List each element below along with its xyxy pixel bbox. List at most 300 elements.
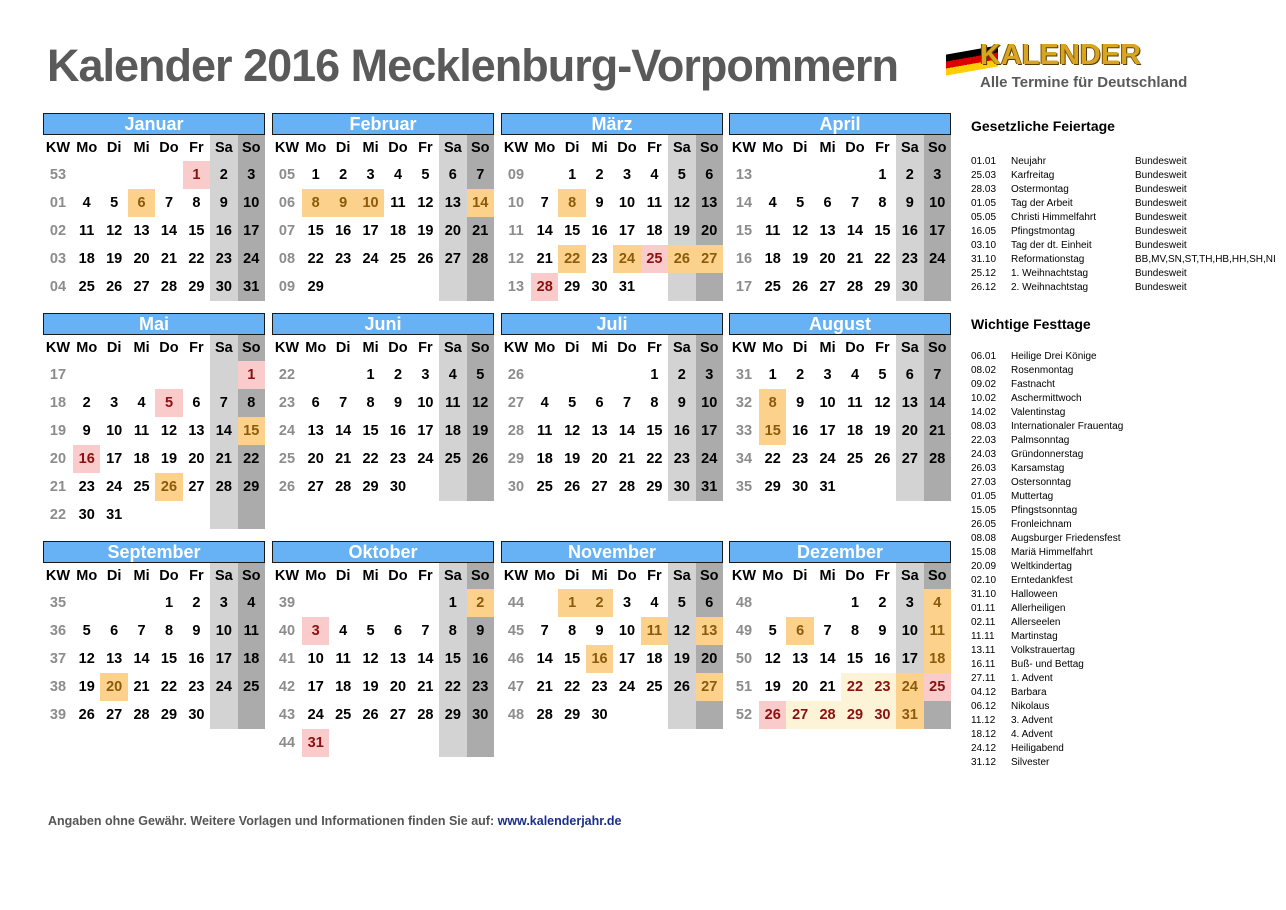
day-cell[interactable]: 7 <box>467 161 494 189</box>
day-cell[interactable]: 21 <box>417 679 434 695</box>
day-cell[interactable]: 12 <box>362 651 379 667</box>
day-cell[interactable]: 10 <box>238 189 265 217</box>
day-cell[interactable]: 27 <box>439 245 466 273</box>
day-cell[interactable]: 7 <box>540 623 549 639</box>
day-cell[interactable]: 28 <box>133 707 150 723</box>
day-cell[interactable]: 20 <box>188 451 205 467</box>
day-cell[interactable]: 16 <box>389 423 407 439</box>
day-cell[interactable]: 24 <box>417 451 434 467</box>
day-cell[interactable]: 1 <box>183 161 210 189</box>
day-cell[interactable]: 21 <box>133 679 150 695</box>
day-cell[interactable]: 14 <box>160 223 178 239</box>
day-cell[interactable]: 30 <box>896 273 923 301</box>
day-cell[interactable]: 24 <box>238 245 265 273</box>
day-cell[interactable]: 18 <box>389 223 407 239</box>
day-cell[interactable]: 1 <box>164 595 174 611</box>
day-cell[interactable]: 26 <box>564 479 581 495</box>
day-cell[interactable]: 20 <box>100 673 127 701</box>
day-cell[interactable]: 20 <box>696 645 723 673</box>
day-cell[interactable]: 24 <box>618 679 636 695</box>
day-cell[interactable]: 22 <box>439 673 466 701</box>
day-cell[interactable]: 23 <box>188 679 205 695</box>
day-cell[interactable]: 13 <box>389 651 407 667</box>
day-cell[interactable]: 9 <box>192 623 201 639</box>
day-cell[interactable]: 11 <box>133 423 150 439</box>
day-cell[interactable]: 13 <box>819 223 836 239</box>
day-cell[interactable]: 20 <box>389 679 407 695</box>
day-cell[interactable]: 3 <box>110 395 119 411</box>
day-cell[interactable]: 29 <box>764 479 781 495</box>
day-cell[interactable]: 7 <box>622 395 632 411</box>
day-cell[interactable]: 9 <box>210 189 237 217</box>
day-cell[interactable]: 16 <box>73 445 100 473</box>
day-cell[interactable]: 12 <box>792 223 809 239</box>
day-cell[interactable]: 21 <box>846 251 864 267</box>
day-cell[interactable]: 14 <box>618 423 636 439</box>
day-cell[interactable]: 5 <box>568 395 577 411</box>
day-cell[interactable]: 23 <box>668 445 695 473</box>
day-cell[interactable]: 28 <box>210 473 237 501</box>
day-cell[interactable]: 23 <box>591 679 608 695</box>
day-cell[interactable]: 28 <box>924 445 951 473</box>
day-cell[interactable]: 9 <box>329 189 356 217</box>
day-cell[interactable]: 2 <box>896 161 923 189</box>
day-cell[interactable]: 28 <box>335 479 352 495</box>
day-cell[interactable]: 12 <box>668 617 695 645</box>
day-cell[interactable]: 15 <box>846 651 864 667</box>
day-cell[interactable]: 24 <box>819 451 836 467</box>
day-cell[interactable]: 9 <box>595 195 604 211</box>
day-cell[interactable]: 23 <box>210 245 237 273</box>
day-cell[interactable]: 22 <box>362 451 379 467</box>
day-cell[interactable]: 7 <box>823 623 832 639</box>
day-cell[interactable]: 26 <box>155 473 182 501</box>
day-cell[interactable]: 31 <box>819 479 836 495</box>
day-cell[interactable]: 16 <box>210 217 237 245</box>
day-cell[interactable]: 25 <box>646 679 663 695</box>
day-cell[interactable]: 3 <box>823 367 832 383</box>
day-cell[interactable]: 19 <box>78 679 95 695</box>
day-cell[interactable]: 30 <box>210 273 237 301</box>
day-cell[interactable]: 26 <box>668 673 695 701</box>
day-cell[interactable]: 13 <box>896 389 923 417</box>
day-cell[interactable]: 15 <box>564 651 581 667</box>
day-cell[interactable]: 3 <box>302 617 329 645</box>
day-cell[interactable]: 1 <box>366 367 375 383</box>
day-cell[interactable]: 1 <box>768 367 777 383</box>
day-cell[interactable]: 19 <box>792 251 809 267</box>
day-cell[interactable]: 27 <box>389 707 407 723</box>
day-cell[interactable]: 30 <box>389 479 407 495</box>
day-cell[interactable]: 14 <box>536 651 553 667</box>
day-cell[interactable]: 11 <box>646 195 663 211</box>
day-cell[interactable]: 26 <box>759 701 786 729</box>
day-cell[interactable]: 29 <box>188 279 205 295</box>
day-cell[interactable]: 30 <box>668 473 695 501</box>
day-cell[interactable]: 17 <box>696 417 723 445</box>
day-cell[interactable]: 5 <box>467 361 494 389</box>
day-cell[interactable]: 14 <box>417 651 434 667</box>
day-cell[interactable]: 5 <box>768 623 777 639</box>
day-cell[interactable]: 26 <box>78 707 95 723</box>
day-cell[interactable]: 15 <box>439 645 466 673</box>
day-cell[interactable]: 1 <box>650 367 659 383</box>
day-cell[interactable]: 10 <box>819 395 836 411</box>
day-cell[interactable]: 13 <box>307 423 324 439</box>
day-cell[interactable]: 8 <box>439 617 466 645</box>
day-cell[interactable]: 13 <box>439 189 466 217</box>
day-cell[interactable]: 27 <box>896 445 923 473</box>
day-cell[interactable]: 11 <box>238 617 265 645</box>
day-cell[interactable]: 30 <box>467 701 494 729</box>
day-cell[interactable]: 29 <box>362 479 379 495</box>
day-cell[interactable]: 18 <box>335 679 352 695</box>
day-cell[interactable]: 5 <box>668 161 695 189</box>
day-cell[interactable]: 13 <box>696 189 723 217</box>
day-cell[interactable]: 14 <box>335 423 352 439</box>
day-cell[interactable]: 24 <box>307 707 324 723</box>
day-cell[interactable]: 7 <box>210 389 237 417</box>
day-cell[interactable]: 5 <box>155 389 182 417</box>
day-cell[interactable]: 28 <box>536 707 553 723</box>
day-cell[interactable]: 10 <box>618 195 636 211</box>
day-cell[interactable]: 22 <box>188 251 205 267</box>
day-cell[interactable]: 28 <box>467 245 494 273</box>
day-cell[interactable]: 2 <box>467 589 494 617</box>
day-cell[interactable]: 11 <box>765 223 781 239</box>
day-cell[interactable]: 11 <box>439 389 466 417</box>
day-cell[interactable]: 16 <box>467 645 494 673</box>
day-cell[interactable]: 23 <box>591 251 608 267</box>
day-cell[interactable]: 25 <box>133 479 150 495</box>
day-cell[interactable]: 1 <box>878 167 887 183</box>
day-cell[interactable]: 10 <box>924 189 951 217</box>
day-cell[interactable]: 26 <box>792 279 809 295</box>
day-cell[interactable]: 19 <box>764 679 781 695</box>
day-cell[interactable]: 15 <box>188 223 205 239</box>
day-cell[interactable]: 4 <box>650 595 659 611</box>
day-cell[interactable]: 2 <box>595 167 604 183</box>
day-cell[interactable]: 4 <box>137 395 146 411</box>
day-cell[interactable]: 15 <box>564 223 581 239</box>
day-cell[interactable]: 8 <box>366 395 375 411</box>
day-cell[interactable]: 11 <box>335 651 351 667</box>
day-cell[interactable]: 18 <box>439 417 466 445</box>
day-cell[interactable]: 12 <box>160 423 178 439</box>
day-cell[interactable]: 4 <box>650 167 659 183</box>
day-cell[interactable]: 26 <box>668 245 695 273</box>
day-cell[interactable]: 12 <box>106 223 123 239</box>
day-cell[interactable]: 17 <box>238 217 265 245</box>
day-cell[interactable]: 6 <box>192 395 201 411</box>
day-cell[interactable]: 16 <box>188 651 205 667</box>
day-cell[interactable]: 3 <box>622 595 632 611</box>
day-cell[interactable]: 15 <box>307 223 324 239</box>
day-cell[interactable]: 7 <box>540 195 549 211</box>
day-cell[interactable]: 1 <box>558 589 585 617</box>
day-cell[interactable]: 24 <box>210 673 237 701</box>
day-cell[interactable]: 5 <box>668 589 695 617</box>
day-cell[interactable]: 27 <box>307 479 324 495</box>
day-cell[interactable]: 22 <box>764 451 781 467</box>
day-cell[interactable]: 18 <box>764 251 781 267</box>
day-cell[interactable]: 7 <box>421 623 430 639</box>
day-cell[interactable]: 11 <box>537 423 553 439</box>
day-cell[interactable]: 11 <box>847 395 863 411</box>
day-cell[interactable]: 8 <box>759 389 786 417</box>
day-cell[interactable]: 28 <box>814 701 841 729</box>
day-cell[interactable]: 27 <box>133 279 150 295</box>
day-cell[interactable]: 3 <box>924 161 951 189</box>
day-cell[interactable]: 7 <box>137 623 146 639</box>
day-cell[interactable]: 17 <box>618 223 636 239</box>
day-cell[interactable]: 15 <box>646 423 663 439</box>
day-cell[interactable]: 15 <box>759 417 786 445</box>
day-cell[interactable]: 4 <box>768 195 777 211</box>
day-cell[interactable]: 31 <box>696 473 723 501</box>
day-cell[interactable]: 9 <box>393 395 403 411</box>
day-cell[interactable]: 7 <box>850 195 860 211</box>
day-cell[interactable]: 17 <box>896 645 923 673</box>
day-cell[interactable]: 14 <box>536 223 553 239</box>
day-cell[interactable]: 23 <box>335 251 352 267</box>
day-cell[interactable]: 28 <box>417 707 434 723</box>
day-cell[interactable]: 9 <box>668 389 695 417</box>
day-cell[interactable]: 25 <box>335 707 352 723</box>
day-cell[interactable]: 25 <box>439 445 466 473</box>
day-cell[interactable]: 4 <box>540 395 549 411</box>
day-cell[interactable]: 11 <box>390 195 406 211</box>
day-cell[interactable]: 10 <box>618 623 636 639</box>
day-cell[interactable]: 22 <box>558 245 585 273</box>
day-cell[interactable]: 6 <box>696 589 723 617</box>
day-cell[interactable]: 5 <box>82 623 91 639</box>
day-cell[interactable]: 20 <box>792 679 809 695</box>
day-cell[interactable]: 26 <box>467 445 494 473</box>
day-cell[interactable]: 20 <box>439 217 466 245</box>
day-cell[interactable]: 12 <box>467 389 494 417</box>
day-cell[interactable]: 8 <box>850 623 860 639</box>
day-cell[interactable]: 27 <box>188 479 205 495</box>
day-cell[interactable]: 4 <box>339 623 348 639</box>
day-cell[interactable]: 18 <box>78 251 95 267</box>
day-cell[interactable]: 14 <box>467 189 494 217</box>
day-cell[interactable]: 6 <box>439 161 466 189</box>
day-cell[interactable]: 31 <box>302 729 329 757</box>
day-cell[interactable]: 21 <box>618 451 636 467</box>
day-cell[interactable]: 25 <box>641 245 668 273</box>
day-cell[interactable]: 30 <box>792 479 809 495</box>
day-cell[interactable]: 23 <box>78 479 95 495</box>
day-cell[interactable]: 10 <box>357 189 384 217</box>
day-cell[interactable]: 6 <box>823 195 832 211</box>
day-cell[interactable]: 26 <box>874 451 891 467</box>
day-cell[interactable]: 19 <box>668 645 695 673</box>
day-cell[interactable]: 27 <box>819 279 836 295</box>
day-cell[interactable]: 20 <box>133 251 150 267</box>
day-cell[interactable]: 23 <box>467 673 494 701</box>
day-cell[interactable]: 29 <box>238 473 265 501</box>
day-cell[interactable]: 16 <box>792 423 809 439</box>
day-cell[interactable]: 8 <box>302 189 329 217</box>
day-cell[interactable]: 30 <box>188 707 205 723</box>
day-cell[interactable]: 31 <box>618 279 636 295</box>
day-cell[interactable]: 18 <box>536 451 553 467</box>
day-cell[interactable]: 17 <box>924 217 951 245</box>
day-cell[interactable]: 5 <box>110 195 119 211</box>
day-cell[interactable]: 5 <box>878 367 887 383</box>
day-cell[interactable]: 1 <box>850 595 860 611</box>
day-cell[interactable]: 2 <box>878 595 887 611</box>
day-cell[interactable]: 17 <box>362 223 379 239</box>
day-cell[interactable]: 30 <box>869 701 896 729</box>
day-cell[interactable]: 19 <box>874 423 891 439</box>
day-cell[interactable]: 16 <box>668 417 695 445</box>
day-cell[interactable]: 16 <box>591 223 608 239</box>
day-cell[interactable]: 2 <box>339 167 348 183</box>
day-cell[interactable]: 26 <box>362 707 379 723</box>
day-cell[interactable]: 4 <box>850 367 860 383</box>
day-cell[interactable]: 27 <box>696 673 723 701</box>
day-cell[interactable]: 16 <box>335 223 352 239</box>
day-cell[interactable]: 9 <box>896 189 923 217</box>
day-cell[interactable]: 3 <box>896 589 923 617</box>
day-cell[interactable]: 24 <box>362 251 379 267</box>
day-cell[interactable]: 8 <box>192 195 201 211</box>
day-cell[interactable]: 24 <box>106 479 123 495</box>
day-cell[interactable]: 28 <box>618 479 636 495</box>
day-cell[interactable]: 19 <box>106 251 123 267</box>
day-cell[interactable]: 14 <box>846 223 864 239</box>
day-cell[interactable]: 19 <box>160 451 178 467</box>
day-cell[interactable]: 23 <box>389 451 407 467</box>
day-cell[interactable]: 1 <box>311 167 320 183</box>
day-cell[interactable]: 27 <box>786 701 813 729</box>
day-cell[interactable]: 21 <box>160 251 178 267</box>
day-cell[interactable]: 8 <box>650 395 659 411</box>
day-cell[interactable]: 2 <box>210 161 237 189</box>
day-cell[interactable]: 13 <box>106 651 123 667</box>
day-cell[interactable]: 4 <box>238 589 265 617</box>
day-cell[interactable]: 12 <box>668 189 695 217</box>
day-cell[interactable]: 31 <box>106 507 123 523</box>
day-cell[interactable]: 19 <box>668 217 695 245</box>
day-cell[interactable]: 9 <box>878 623 887 639</box>
day-cell[interactable]: 12 <box>564 423 581 439</box>
day-cell[interactable]: 13 <box>188 423 205 439</box>
day-cell[interactable]: 20 <box>896 417 923 445</box>
day-cell[interactable]: 10 <box>106 423 123 439</box>
day-cell[interactable]: 3 <box>696 361 723 389</box>
day-cell[interactable]: 11 <box>924 617 951 645</box>
day-cell[interactable]: 9 <box>467 617 494 645</box>
day-cell[interactable]: 8 <box>558 189 585 217</box>
day-cell[interactable]: 6 <box>110 623 119 639</box>
day-cell[interactable]: 13 <box>696 617 723 645</box>
day-cell[interactable]: 2 <box>192 595 201 611</box>
day-cell[interactable]: 26 <box>106 279 123 295</box>
day-cell[interactable]: 31 <box>238 273 265 301</box>
day-cell[interactable]: 10 <box>210 617 237 645</box>
day-cell[interactable]: 21 <box>536 251 553 267</box>
day-cell[interactable]: 25 <box>924 673 951 701</box>
day-cell[interactable]: 21 <box>924 417 951 445</box>
day-cell[interactable]: 17 <box>417 423 434 439</box>
day-cell[interactable]: 7 <box>924 361 951 389</box>
day-cell[interactable]: 27 <box>106 707 123 723</box>
day-cell[interactable]: 14 <box>210 417 237 445</box>
day-cell[interactable]: 20 <box>696 217 723 245</box>
day-cell[interactable]: 17 <box>819 423 836 439</box>
day-cell[interactable]: 22 <box>160 679 178 695</box>
day-cell[interactable]: 28 <box>160 279 178 295</box>
day-cell[interactable]: 29 <box>564 707 581 723</box>
day-cell[interactable]: 4 <box>82 195 91 211</box>
day-cell[interactable]: 16 <box>586 645 613 673</box>
day-cell[interactable]: 25 <box>238 673 265 701</box>
day-cell[interactable]: 24 <box>896 673 923 701</box>
day-cell[interactable]: 8 <box>568 623 577 639</box>
day-cell[interactable]: 24 <box>696 445 723 473</box>
day-cell[interactable]: 17 <box>307 679 324 695</box>
day-cell[interactable]: 29 <box>160 707 178 723</box>
day-cell[interactable]: 18 <box>646 651 663 667</box>
day-cell[interactable]: 1 <box>568 167 577 183</box>
day-cell[interactable]: 12 <box>764 651 781 667</box>
day-cell[interactable]: 14 <box>819 651 836 667</box>
day-cell[interactable]: 5 <box>796 195 805 211</box>
day-cell[interactable]: 29 <box>307 279 324 295</box>
day-cell[interactable]: 11 <box>79 223 95 239</box>
day-cell[interactable]: 29 <box>841 701 868 729</box>
day-cell[interactable]: 9 <box>796 395 805 411</box>
day-cell[interactable]: 18 <box>924 645 951 673</box>
day-cell[interactable]: 12 <box>78 651 95 667</box>
day-cell[interactable]: 8 <box>238 389 265 417</box>
day-cell[interactable]: 22 <box>564 679 581 695</box>
day-cell[interactable]: 6 <box>393 623 403 639</box>
day-cell[interactable]: 9 <box>82 423 91 439</box>
day-cell[interactable]: 27 <box>696 245 723 273</box>
day-cell[interactable]: 28 <box>846 279 864 295</box>
day-cell[interactable]: 19 <box>417 223 434 239</box>
day-cell[interactable]: 17 <box>210 645 237 673</box>
day-cell[interactable]: 16 <box>896 217 923 245</box>
day-cell[interactable]: 3 <box>238 161 265 189</box>
day-cell[interactable]: 6 <box>311 395 320 411</box>
day-cell[interactable]: 2 <box>668 361 695 389</box>
day-cell[interactable]: 22 <box>874 251 891 267</box>
day-cell[interactable]: 12 <box>417 195 434 211</box>
day-cell[interactable]: 22 <box>646 451 663 467</box>
day-cell[interactable]: 3 <box>366 167 375 183</box>
day-cell[interactable]: 19 <box>467 417 494 445</box>
day-cell[interactable]: 31 <box>896 701 923 729</box>
day-cell[interactable]: 15 <box>160 651 178 667</box>
day-cell[interactable]: 18 <box>133 451 150 467</box>
day-cell[interactable]: 30 <box>591 279 608 295</box>
footer-link[interactable]: www.kalenderjahr.de <box>497 814 622 828</box>
day-cell[interactable]: 13 <box>591 423 608 439</box>
day-cell[interactable]: 6 <box>696 161 723 189</box>
day-cell[interactable]: 15 <box>874 223 891 239</box>
day-cell[interactable]: 14 <box>924 389 951 417</box>
day-cell[interactable]: 20 <box>591 451 608 467</box>
day-cell[interactable]: 9 <box>595 623 604 639</box>
day-cell[interactable]: 15 <box>238 417 265 445</box>
day-cell[interactable]: 29 <box>439 701 466 729</box>
day-cell[interactable]: 7 <box>164 195 174 211</box>
